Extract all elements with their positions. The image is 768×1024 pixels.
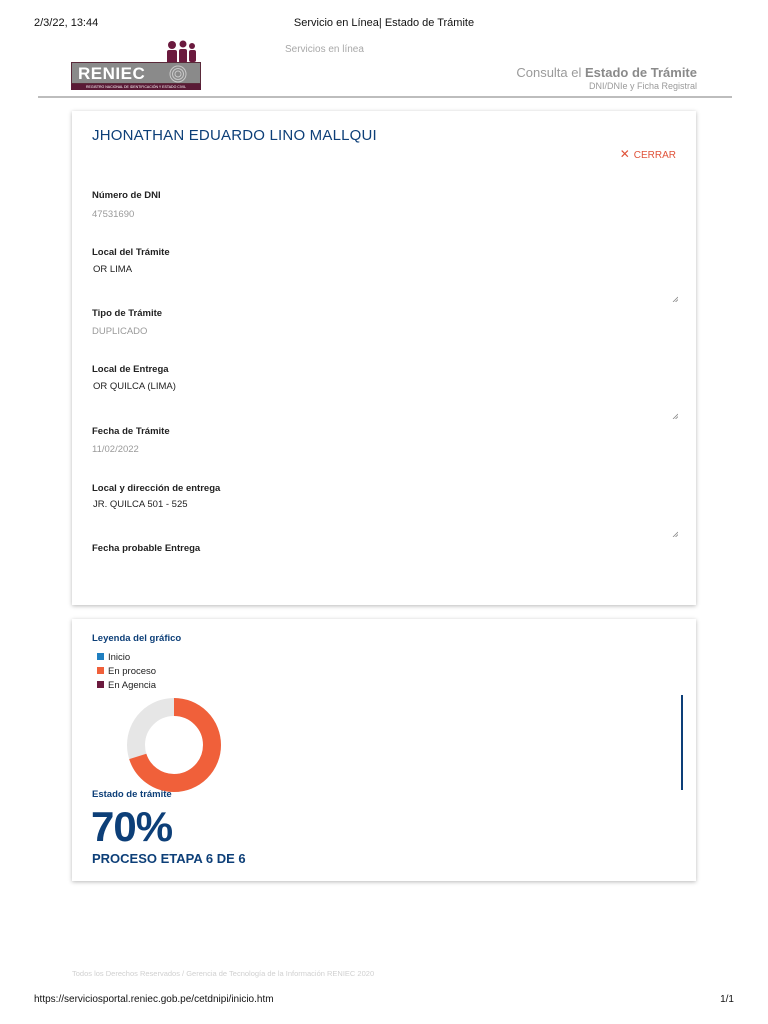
site-header: [38, 38, 732, 98]
close-label: CERRAR: [633, 150, 676, 161]
estado-tramite-label: Estado de trámite: [92, 789, 172, 800]
legend-item-en-proceso: [97, 666, 156, 677]
progress-percent: 70%: [91, 803, 173, 850]
dni-value: 47531690: [92, 209, 135, 220]
legend-swatch: [97, 681, 104, 688]
direccion-entrega-label: Local y dirección de entrega: [92, 483, 221, 494]
direccion-entrega-value: JR. QUILCA 501 - 525: [93, 499, 188, 510]
consulta-title: [516, 65, 697, 80]
progress-donut-chart: [124, 695, 224, 795]
person-name: JHONATHAN EDUARDO LINO MALLQUI: [92, 127, 377, 144]
legend-label: En Agencia: [108, 680, 157, 691]
local-entrega-value: OR QUILCA (LIMA): [93, 381, 176, 392]
servicios-en-linea[interactable]: Servicios en línea: [285, 44, 364, 55]
print-page-title: Servicio en Línea| Estado de Trámite: [293, 17, 475, 29]
fingerprint-icon: [168, 64, 188, 84]
estado-tramite-card: [72, 619, 696, 881]
consulta-subtitle: DNI/DNIe y Ficha Registral: [588, 81, 697, 91]
print-header: [34, 17, 734, 31]
local-tramite-textarea[interactable]: [92, 264, 680, 304]
resize-handle-icon[interactable]: [672, 296, 678, 302]
tipo-tramite-label: Tipo de Trámite: [92, 308, 163, 319]
resize-handle-icon[interactable]: [672, 413, 678, 419]
logo-text: RENIEC: [78, 64, 146, 83]
local-entrega-textarea[interactable]: [92, 381, 680, 421]
tipo-tramite-value: DUPLICADO: [92, 326, 148, 337]
tramite-detail-card: [72, 111, 696, 605]
close-icon: ✕: [619, 147, 630, 161]
resize-handle-icon[interactable]: [672, 531, 678, 537]
dni-label: Número de DNI: [92, 190, 161, 201]
legend-title: Leyenda del gráfico: [92, 633, 182, 644]
fecha-tramite-value: 11/02/2022: [92, 444, 139, 455]
print-datetime: 2/3/22, 13:44: [34, 17, 99, 29]
etapa-text: PROCESO ETAPA 6 DE 6: [92, 851, 246, 866]
print-url: https://serviciosportal.reniec.gob.pe/cetdnipi/inicio.htm: [34, 994, 274, 1005]
local-tramite-label: Local del Trámite: [92, 247, 170, 258]
print-page-number: 1/1: [720, 994, 734, 1005]
fecha-probable-label: Fecha probable Entrega: [92, 543, 201, 554]
divider-line: [681, 695, 683, 790]
logo-bar: [71, 62, 201, 84]
reniec-logo[interactable]: [71, 40, 201, 90]
local-tramite-value: OR LIMA: [93, 264, 133, 275]
legend-swatch: [97, 653, 104, 660]
legend-item-en-agencia: [97, 680, 156, 691]
logo-subtitle: REGISTRO NACIONAL DE IDENTIFICACIÓN Y ESTADO CIVIL: [71, 84, 201, 90]
legend-label: Inicio: [108, 652, 131, 663]
footer-copyright: Todos los Derechos Reservados / Gerencia de Tecnología de la Información RENIEC 2020: [72, 969, 375, 978]
fecha-tramite-label: Fecha de Trámite: [92, 426, 170, 437]
direccion-entrega-textarea[interactable]: [92, 499, 680, 539]
legend-label: En proceso: [108, 666, 157, 677]
close-button[interactable]: [620, 147, 676, 161]
legend-item-inicio: [97, 652, 130, 663]
consulta-prefix: Consulta el: [516, 65, 582, 80]
local-entrega-label: Local de Entrega: [92, 364, 169, 375]
legend-swatch: [97, 667, 104, 674]
consulta-bold: Estado de Trámite: [585, 65, 697, 80]
